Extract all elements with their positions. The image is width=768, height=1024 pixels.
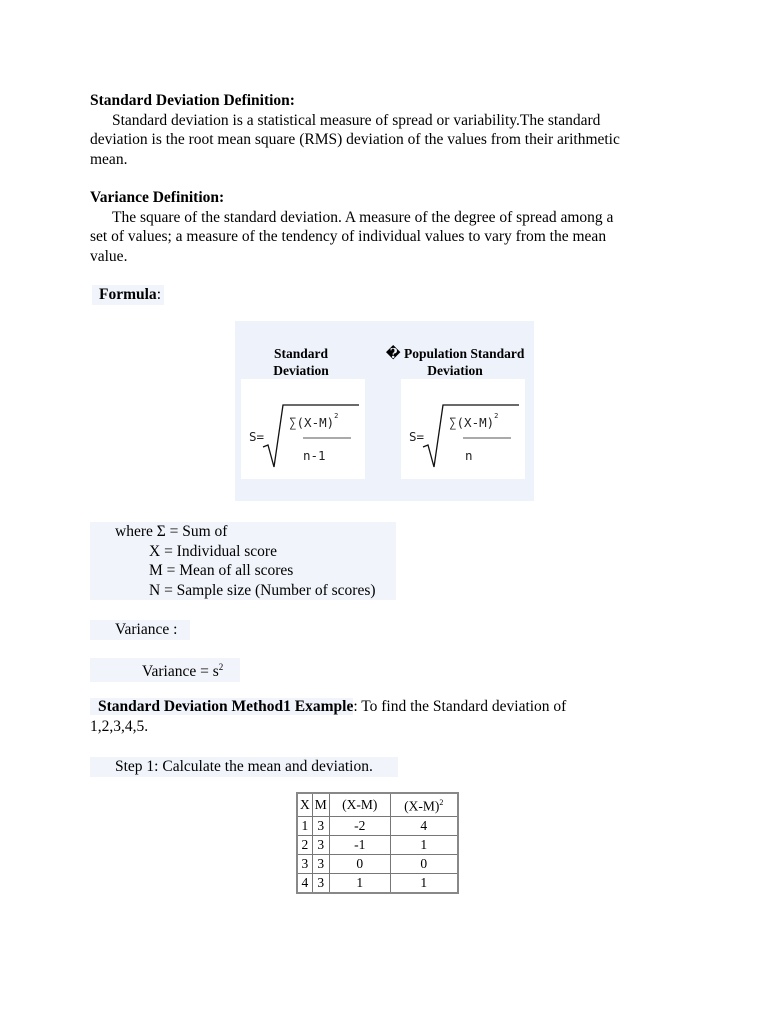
population-sd-formula <box>401 379 525 479</box>
variance-label: Variance : <box>90 620 190 640</box>
sample-numerator: $\sum(X-M)^2$ <box>289 412 339 430</box>
table-row: 2 3 -1 1 <box>297 835 458 854</box>
variance-definition-line2: set of values; a measure of the tendency of individual values to vary from the mean <box>90 228 607 245</box>
sd-definition-line1: Standard deviation is a statistical measure of spread or variability.The standard <box>112 111 601 129</box>
variance-definition-line3: value. <box>90 247 128 265</box>
sd-definition-heading: Standard Deviation Definition: <box>90 92 295 109</box>
sd-definition <box>90 91 690 169</box>
header-x: X <box>297 793 312 816</box>
example-heading: Standard Deviation Method1 Example: To find the Standard deviation of 1,2,3,4,5. <box>90 698 567 735</box>
sample-s-label: S= <box>249 429 265 444</box>
formula-legend <box>90 522 396 600</box>
sd-definition-line2: deviation is the root mean square (RMS) deviation of the values from their arithmetic <box>90 131 620 148</box>
population-denominator: n <box>465 448 473 463</box>
legend-sum: where Σ = Sum of <box>115 523 228 540</box>
formula-box <box>235 321 534 501</box>
header-m: M <box>312 793 329 816</box>
variance-definition-line1: The square of the standard deviation. A measure of the degree of spread among a <box>112 208 614 226</box>
sample-denominator: n-1 <box>303 448 326 463</box>
formula-label: Formula: <box>92 285 164 305</box>
table-row: 3 3 0 0 <box>297 854 458 873</box>
legend-n: N = Sample size (Number of scores) <box>149 581 376 599</box>
legend-x: X = Individual score <box>149 542 277 560</box>
step1-text: Step 1: Calculate the mean and deviation. <box>90 757 398 777</box>
table-row: 4 3 1 1 <box>297 873 458 893</box>
sample-sd-header: Standard Deviation <box>273 346 329 378</box>
deviation-table <box>296 792 459 894</box>
sd-definition-line3: mean. <box>90 150 128 168</box>
population-s-label: S= <box>409 429 425 444</box>
population-sd-header: � Population Standard Deviation <box>385 346 525 378</box>
table-row: 1 3 -2 4 <box>297 816 458 835</box>
variance-definition-heading: Variance Definition: <box>90 189 225 206</box>
sample-sd-formula <box>241 379 365 479</box>
header-squared-deviation: $(X-M)^2$ <box>390 793 458 816</box>
population-numerator: $\sum(X-M)^2$ <box>449 412 499 430</box>
table-header-row <box>297 793 458 816</box>
variance-definition <box>90 188 690 266</box>
header-deviation: (X-M) <box>329 793 390 816</box>
legend-m: M = Mean of all scores <box>149 562 294 579</box>
variance-formula: Variance = $s^2$ <box>90 658 240 682</box>
